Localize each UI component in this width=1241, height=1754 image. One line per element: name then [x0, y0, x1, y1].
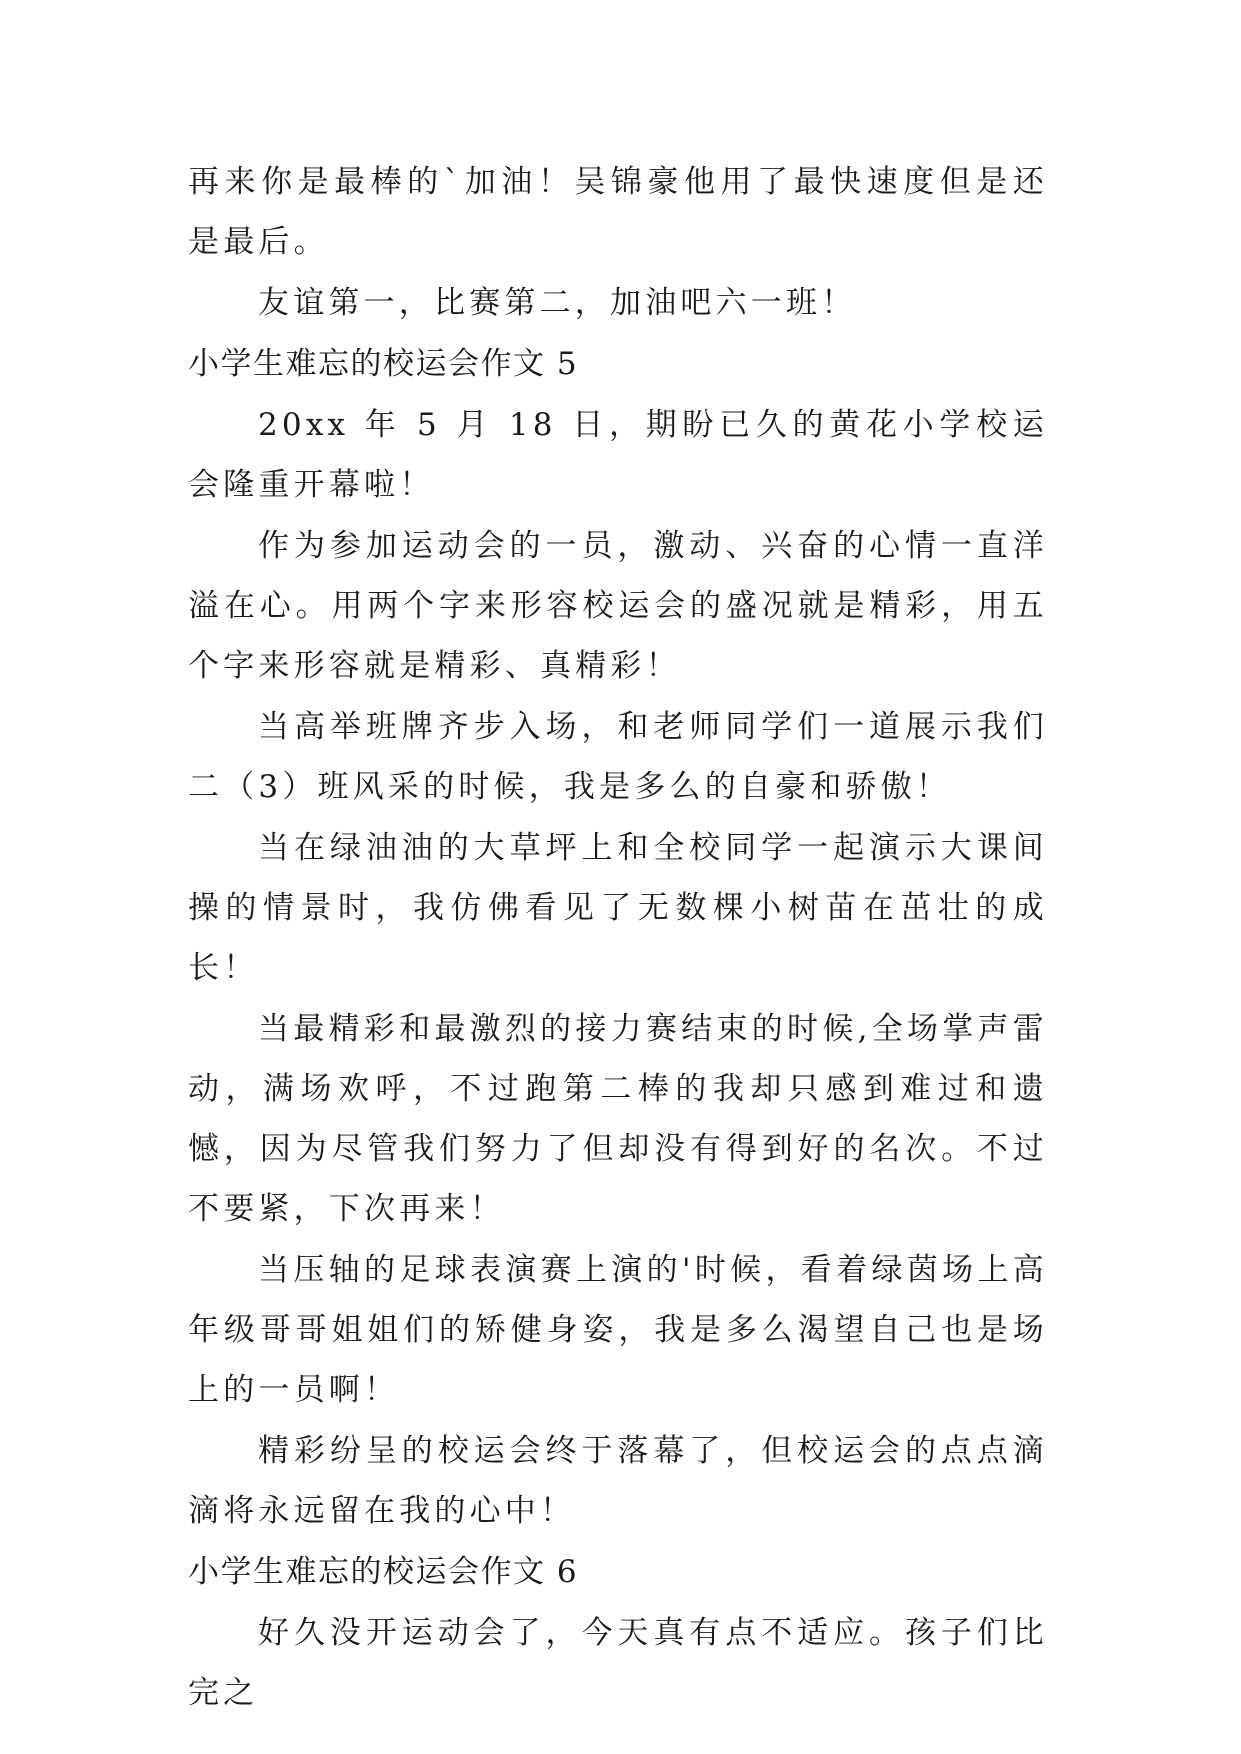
document-body	[188, 152, 1048, 1724]
paragraph-football: 当压轴的足球表演赛上演的'时候，看着绿茵场上高年级哥哥姐姐们的矫健身姿，我是多么渴望自己也是场上的一员啊！	[188, 1252, 1048, 1408]
paragraph-relay: 当最精彩和最激烈的接力赛结束的时候,全场掌声雷动，满场欢呼，不过跑第二棒的我却只感到难过和遗憾，因为尽管我们努力了但却没有得到好的名次。不过不要紧，下次再来！	[188, 1011, 1048, 1227]
paragraph-exercise: 当在绿油油的大草坪上和全校同学一起演示大课间操的情景时，我仿佛看见了无数棵小树苗在茁壮的成长！	[188, 830, 1048, 986]
paragraph-opening: 20xx 年 5 月 18 日，期盼已久的黄花小学校运会隆重开幕啦！	[188, 407, 1048, 503]
paragraph-cheer: 友谊第一，比赛第二，加油吧六一班！	[258, 285, 857, 321]
essay-title-6: 小学生难忘的校运会作文 6	[188, 1554, 579, 1590]
paragraph-closing: 精彩纷呈的校运会终于落幕了，但校运会的点点滴滴将永远留在我的心中！	[188, 1433, 1048, 1529]
paragraph-entrance: 当高举班牌齐步入场，和老师同学们一道展示我们二（3）班风采的时候，我是多么的自豪和骄傲！	[188, 709, 1048, 805]
paragraph-essay6-start: 好久没开运动会了，今天真有点不适应。孩子们比完之	[188, 1615, 1048, 1711]
paragraph-continuation: 再来你是最棒的`加油！吴锦豪他用了最快速度但是还是最后。	[188, 164, 1048, 260]
paragraph-feeling: 作为参加运动会的一员，激动、兴奋的心情一直洋溢在心。用两个字来形容校运会的盛况就是精彩，用五个字来形容就是精彩、真精彩！	[188, 528, 1048, 684]
essay-title-5: 小学生难忘的校运会作文 5	[188, 346, 579, 382]
